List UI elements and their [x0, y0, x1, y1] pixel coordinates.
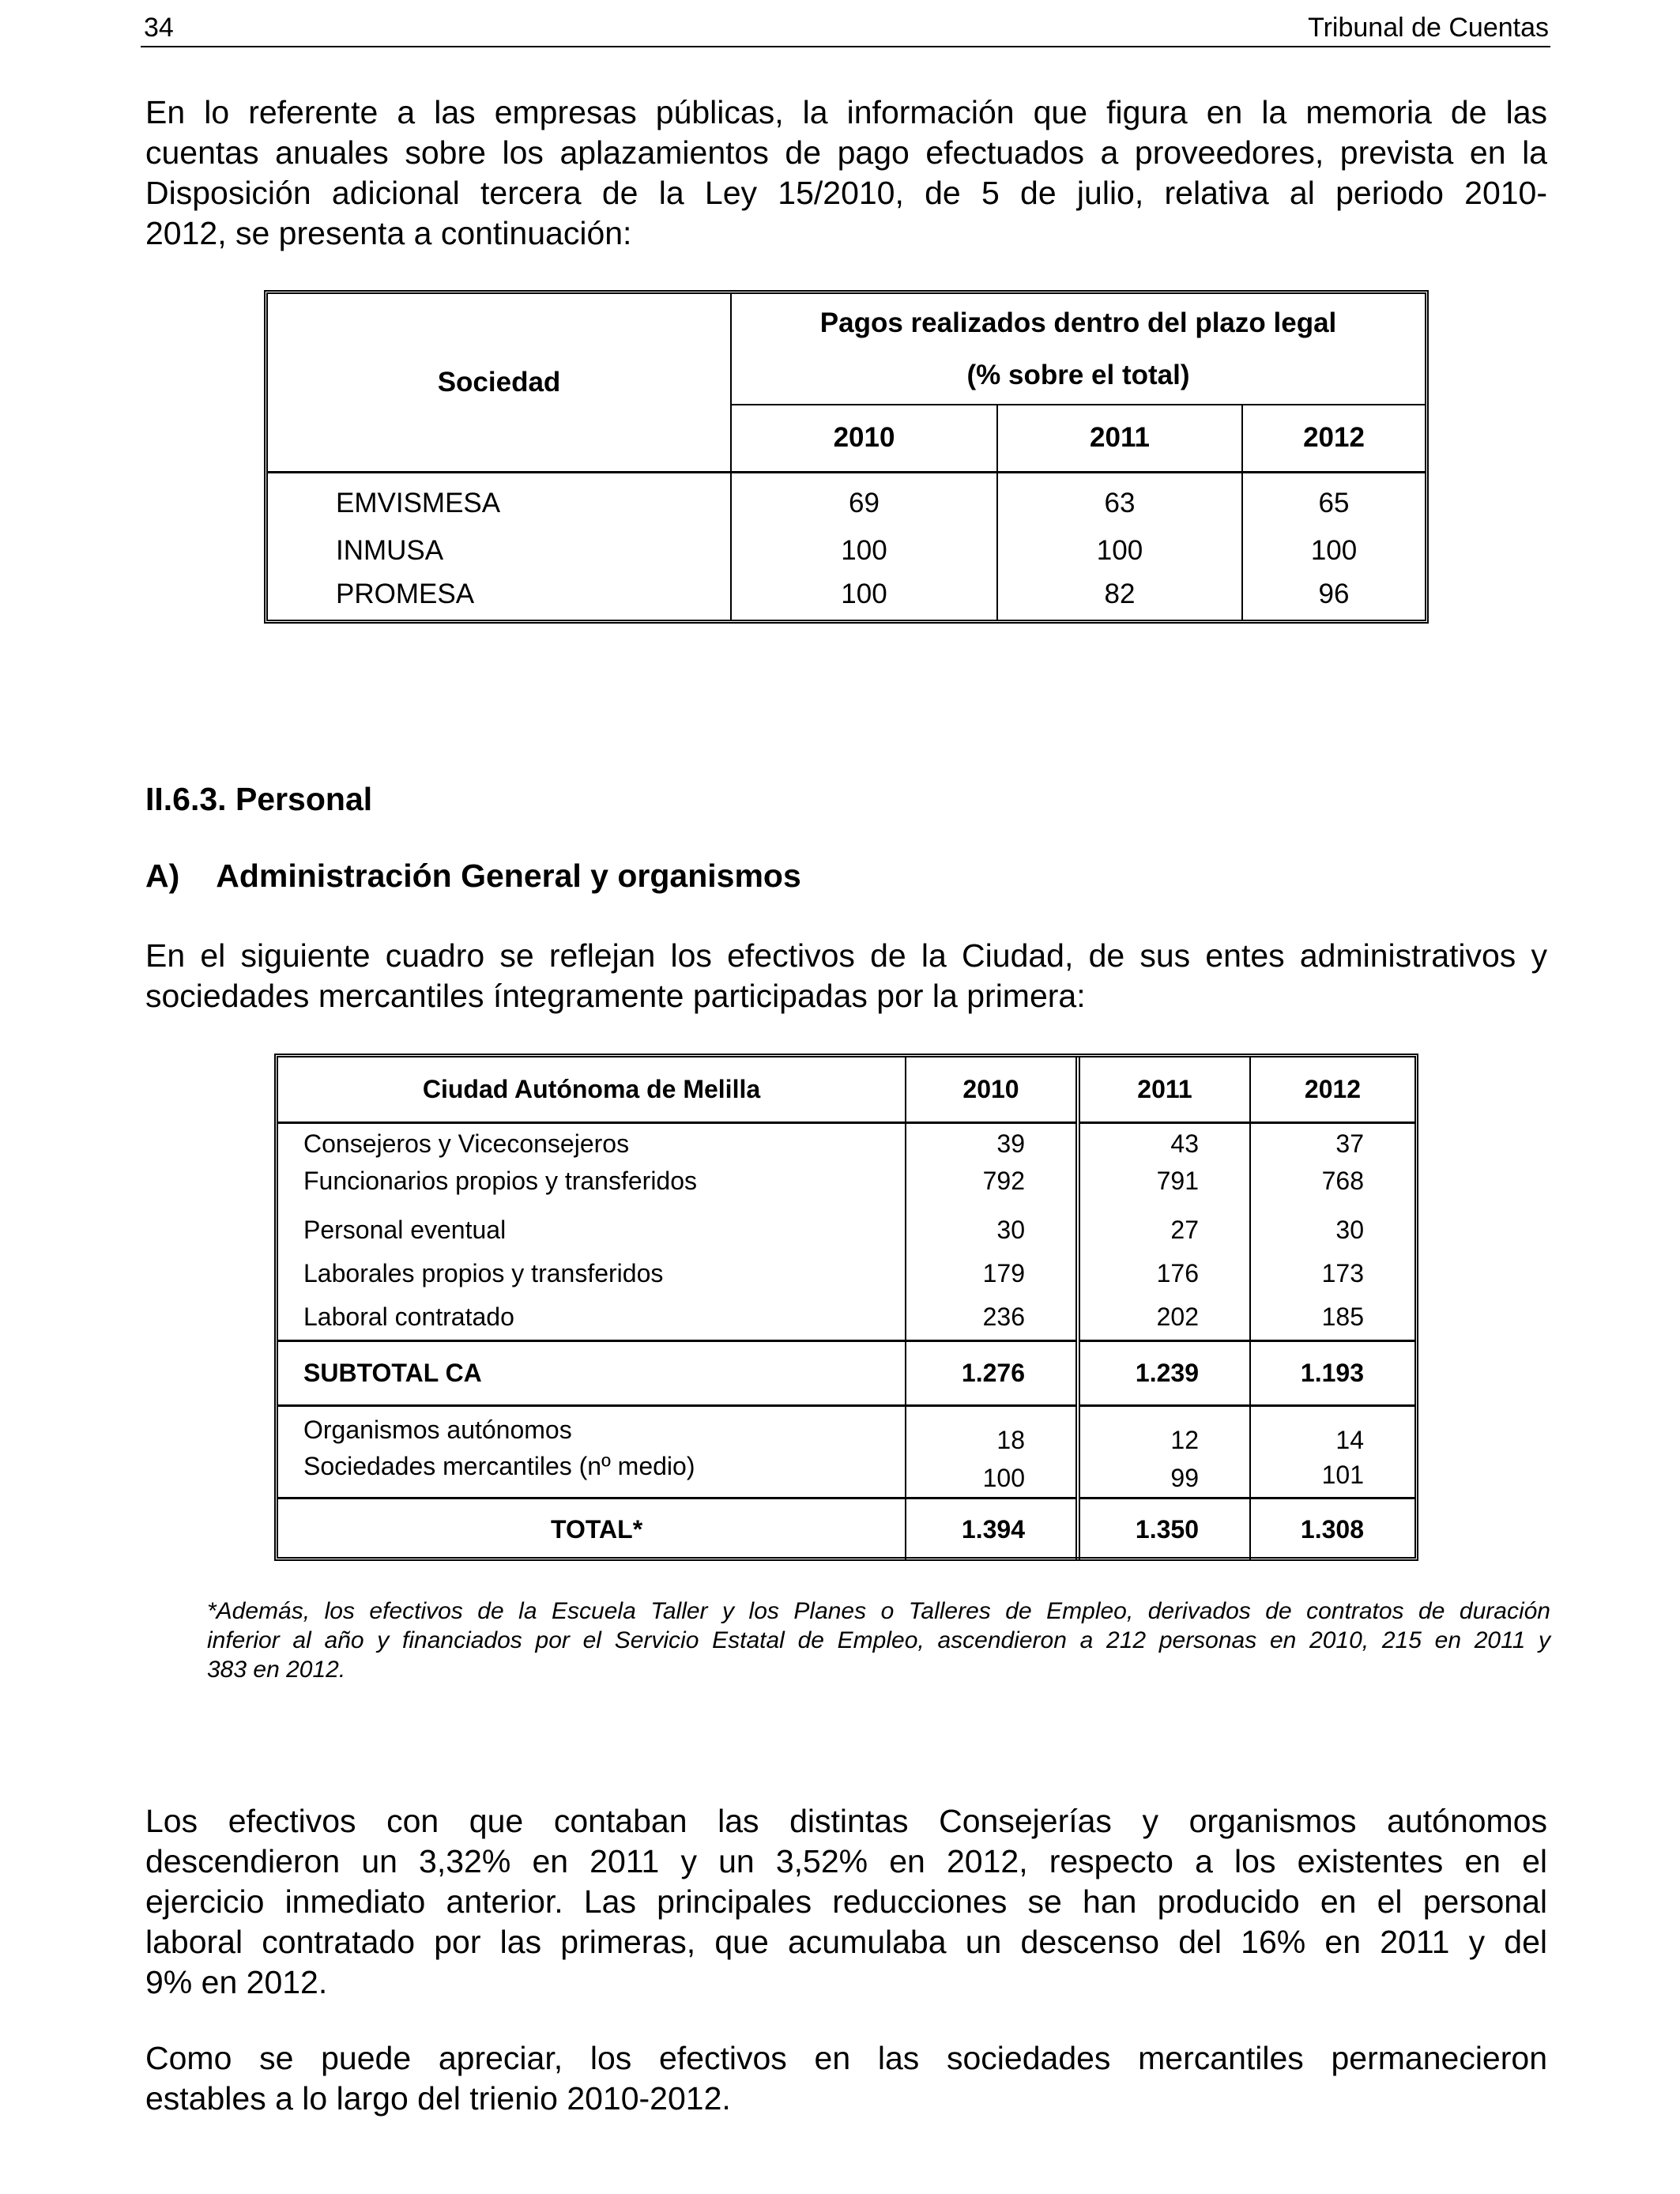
table-cell: 39 — [996, 1129, 1025, 1158]
year-header: 2011 — [997, 405, 1242, 472]
footnote-line: *Además, los efectivos de la Escuela Taller y los Planes o Talleres de Empleo, derivados de contratos de duración — [207, 1598, 1550, 1624]
staff-category: Personal eventual — [303, 1215, 507, 1244]
staff-category: Sociedades mercantiles (nº medio) — [303, 1451, 695, 1480]
staff-category: Laborales propios y transferidos — [303, 1258, 664, 1287]
subtotal-label: SUBTOTAL CA — [278, 1340, 906, 1405]
table-cell: 27 — [1170, 1215, 1199, 1244]
company-name: INMUSA — [336, 535, 444, 566]
paragraph-line: Los efectivos con que contaban las distintas Consejerías y organismos autónomos — [145, 1803, 1547, 1839]
table-cell: 100 — [997, 526, 1242, 576]
table-cell: 65 — [1242, 472, 1425, 526]
staff-category: Laboral contratado — [303, 1302, 514, 1331]
staff-category: Consejeros y Viceconsejeros — [303, 1129, 630, 1158]
subtotal-row — [278, 1340, 1414, 1405]
payments-group-header — [731, 294, 1425, 405]
table-cell: 100 — [731, 526, 997, 576]
table-cell: 791 — [1156, 1166, 1199, 1195]
subsection-letter: A) — [145, 858, 180, 894]
paragraph-line: En el siguiente cuadro se reflejan los efectivos de la Ciudad, de sus entes administrativos y — [145, 937, 1547, 974]
page-number: 34 — [144, 13, 174, 43]
paragraph-line: estables a lo largo del trienio 2010-2012. — [145, 2080, 731, 2117]
page-header — [141, 11, 1550, 47]
table-cell: 37 — [1335, 1129, 1364, 1158]
year-header: 2010 — [906, 1057, 1078, 1122]
table-cell: 1.350 — [1078, 1498, 1250, 1561]
table-cell: 1.193 — [1250, 1340, 1414, 1405]
table-cell: 18 — [996, 1425, 1025, 1454]
table-row — [268, 576, 1425, 620]
table-cell: 768 — [1321, 1166, 1364, 1195]
table-cell: 63 — [997, 472, 1242, 526]
analysis-paragraph-2 — [145, 2038, 1547, 2119]
year-header: 2012 — [1242, 405, 1425, 472]
table-cell: 202 — [1156, 1302, 1199, 1331]
table-cell: 100 — [982, 1463, 1025, 1492]
table-cell: 96 — [1242, 576, 1425, 620]
table-cell: 69 — [731, 472, 997, 526]
footnote-line: inferior al año y financiados por el Servicio Estatal de Empleo, ascendieron a 212 personas en 2010, 215 en 2011 y — [207, 1627, 1550, 1653]
table-cell: 1.239 — [1078, 1340, 1250, 1405]
table-cell: 82 — [997, 576, 1242, 620]
analysis-paragraph-1 — [145, 1801, 1547, 2003]
company-name: PROMESA — [336, 578, 475, 609]
table-cell: 12 — [1170, 1425, 1199, 1454]
running-title: Tribunal de Cuentas — [1308, 13, 1549, 43]
table-row — [268, 526, 1425, 576]
table-cell: 792 — [982, 1166, 1025, 1195]
table-cell: 30 — [1335, 1215, 1364, 1244]
payments-table — [264, 290, 1429, 624]
paragraph-line: Disposición adicional tercera de la Ley 15/2010, de 5 de julio, relativa al periodo 2010- — [145, 175, 1547, 211]
table-cell: 1.308 — [1250, 1498, 1414, 1561]
total-row — [278, 1498, 1414, 1561]
table-cell: 14 — [1335, 1425, 1364, 1454]
table-cell: 100 — [1242, 526, 1425, 576]
paragraph-line: 2012, se presenta a continuación: — [145, 215, 632, 251]
table-cell: 101 — [1321, 1460, 1364, 1489]
table-cell: 185 — [1321, 1302, 1364, 1331]
paragraph-line: 9% en 2012. — [145, 1964, 328, 2000]
table-cell: 236 — [982, 1302, 1025, 1331]
year-header: 2010 — [731, 405, 997, 472]
paragraph-line: Como se puede apreciar, los efectivos en las sociedades mercantiles permanecieron — [145, 2040, 1547, 2076]
staff-group-2 — [278, 1405, 1414, 1498]
table-footnote — [207, 1596, 1550, 1684]
paragraph-line: cuentas anuales sobre los aplazamientos de pago efectuados a proveedores, prevista en la — [145, 134, 1547, 171]
company-column-header: Sociedad — [268, 294, 731, 472]
payments-header-line2: (% sobre el total) — [966, 359, 1190, 390]
staff-category: Funcionarios propios y transferidos — [303, 1166, 698, 1195]
table-row — [268, 472, 1425, 526]
year-header: 2012 — [1250, 1057, 1414, 1122]
personnel-table — [274, 1054, 1418, 1561]
paragraph-line: sociedades mercantiles íntegramente participadas por la primera: — [145, 978, 1086, 1014]
table-cell: 43 — [1170, 1129, 1199, 1158]
table-cell: 1.394 — [906, 1498, 1078, 1561]
table-cell: 179 — [982, 1258, 1025, 1287]
paragraph-line: En lo referente a las empresas públicas, la información que figura en la memoria de las — [145, 94, 1547, 130]
intro-paragraph — [145, 92, 1547, 254]
payments-header-line1: Pagos realizados dentro del plazo legal — [819, 307, 1337, 338]
total-label: TOTAL* — [278, 1498, 906, 1561]
staff-category: Organismos autónomos — [303, 1415, 572, 1444]
table-cell: 30 — [996, 1215, 1025, 1244]
table-cell: 173 — [1321, 1258, 1364, 1287]
paragraph-line: laboral contratado por las primeras, que acumulaba un descenso del 16% en 2011 y del — [145, 1924, 1547, 1960]
personnel-table-title: Ciudad Autónoma de Melilla — [278, 1057, 906, 1122]
subsection-heading — [145, 858, 801, 895]
paragraph-line: descendieron un 3,32% en 2011 y un 3,52% en 2012, respecto a los existentes en el — [145, 1843, 1547, 1879]
subsection-title: Administración General y organismos — [216, 858, 801, 894]
section-heading: II.6.3. Personal — [145, 781, 373, 817]
personnel-paragraph — [145, 936, 1547, 1016]
staff-group-1 — [278, 1122, 1414, 1340]
footnote-line: 383 en 2012. — [207, 1657, 346, 1683]
table-cell: 99 — [1170, 1463, 1199, 1492]
paragraph-line: ejercicio inmediato anterior. Las principales reducciones se han producido en el personal — [145, 1883, 1547, 1920]
table-cell: 176 — [1156, 1258, 1199, 1287]
year-header: 2011 — [1078, 1057, 1250, 1122]
company-name: EMVISMESA — [336, 487, 501, 518]
table-cell: 1.276 — [906, 1340, 1078, 1405]
table-cell: 100 — [731, 576, 997, 620]
